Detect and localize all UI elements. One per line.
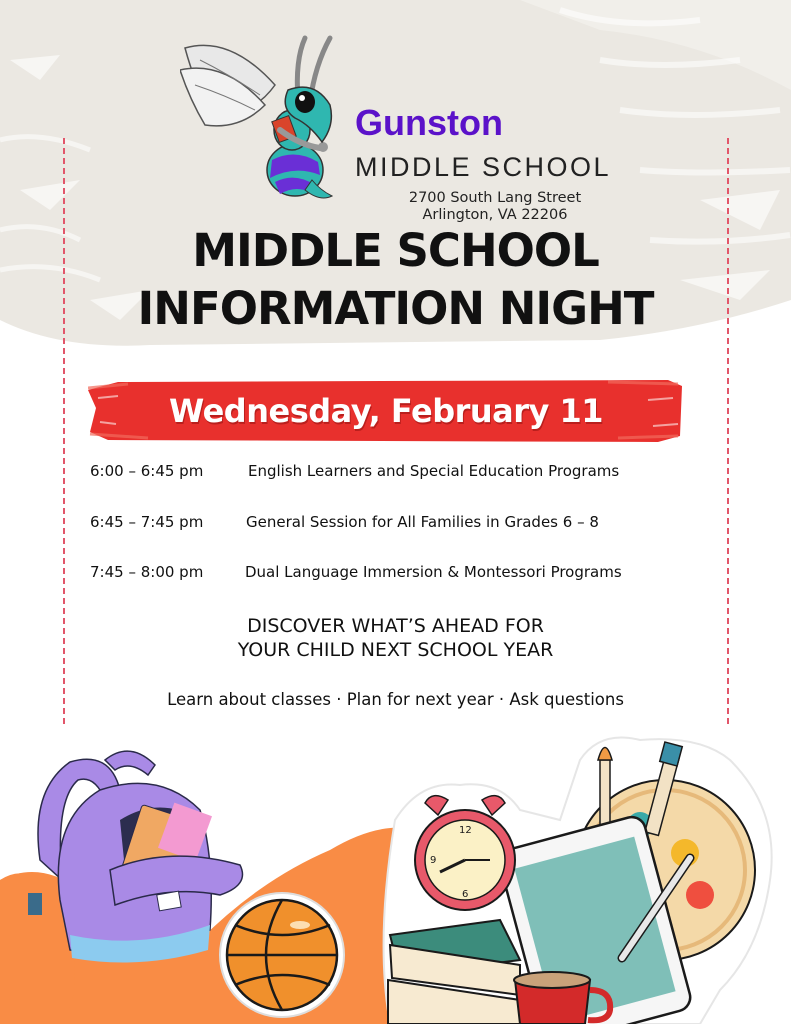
discover-line-2: YOUR CHILD NEXT SCHOOL YEAR: [237, 639, 554, 661]
schedule-row: [90, 513, 700, 537]
discover-heading: [0, 614, 791, 662]
basketball-icon: [220, 893, 344, 1017]
schedule-time: 7:45 – 8:00 pm: [90, 563, 204, 581]
schedule-description: English Learners and Special Education Programs: [248, 462, 620, 480]
school-supplies-illustration: [0, 720, 791, 1024]
event-title-line-1: MIDDLE SCHOOL: [192, 224, 599, 277]
schedule-description: General Session for All Families in Grades 6 – 8: [246, 513, 599, 531]
tagline: Learn about classes · Plan for next year · Ask questions: [167, 690, 624, 709]
address-line-2: Arlington, VA 22206: [422, 207, 568, 223]
event-date: Wednesday, February 11: [168, 392, 604, 430]
event-title: [0, 222, 791, 338]
school-name: Gunston: [355, 102, 503, 143]
svg-text:6: 6: [462, 889, 469, 900]
schedule-description: Dual Language Immersion & Montessori Programs: [245, 563, 622, 581]
address-line-1: 2700 South Lang Street: [408, 190, 582, 206]
schedule-time: 6:45 – 7:45 pm: [90, 513, 204, 531]
event-title-line-2: INFORMATION NIGHT: [137, 282, 654, 335]
svg-text:9: 9: [430, 855, 437, 866]
discover-line-1: DISCOVER WHAT’S AHEAD FOR: [247, 615, 544, 637]
schedule-row: [90, 563, 700, 587]
date-banner: [88, 378, 684, 444]
schedule-time: 6:00 – 6:45 pm: [90, 462, 204, 480]
school-header: [180, 30, 640, 223]
schedule-row: [90, 462, 700, 486]
books-icon: [388, 920, 520, 1024]
school-subtitle: MIDDLE SCHOOL: [355, 152, 612, 182]
svg-text:12: 12: [459, 825, 472, 836]
hornet-mascot-icon: [180, 30, 350, 200]
school-address: [380, 190, 610, 224]
